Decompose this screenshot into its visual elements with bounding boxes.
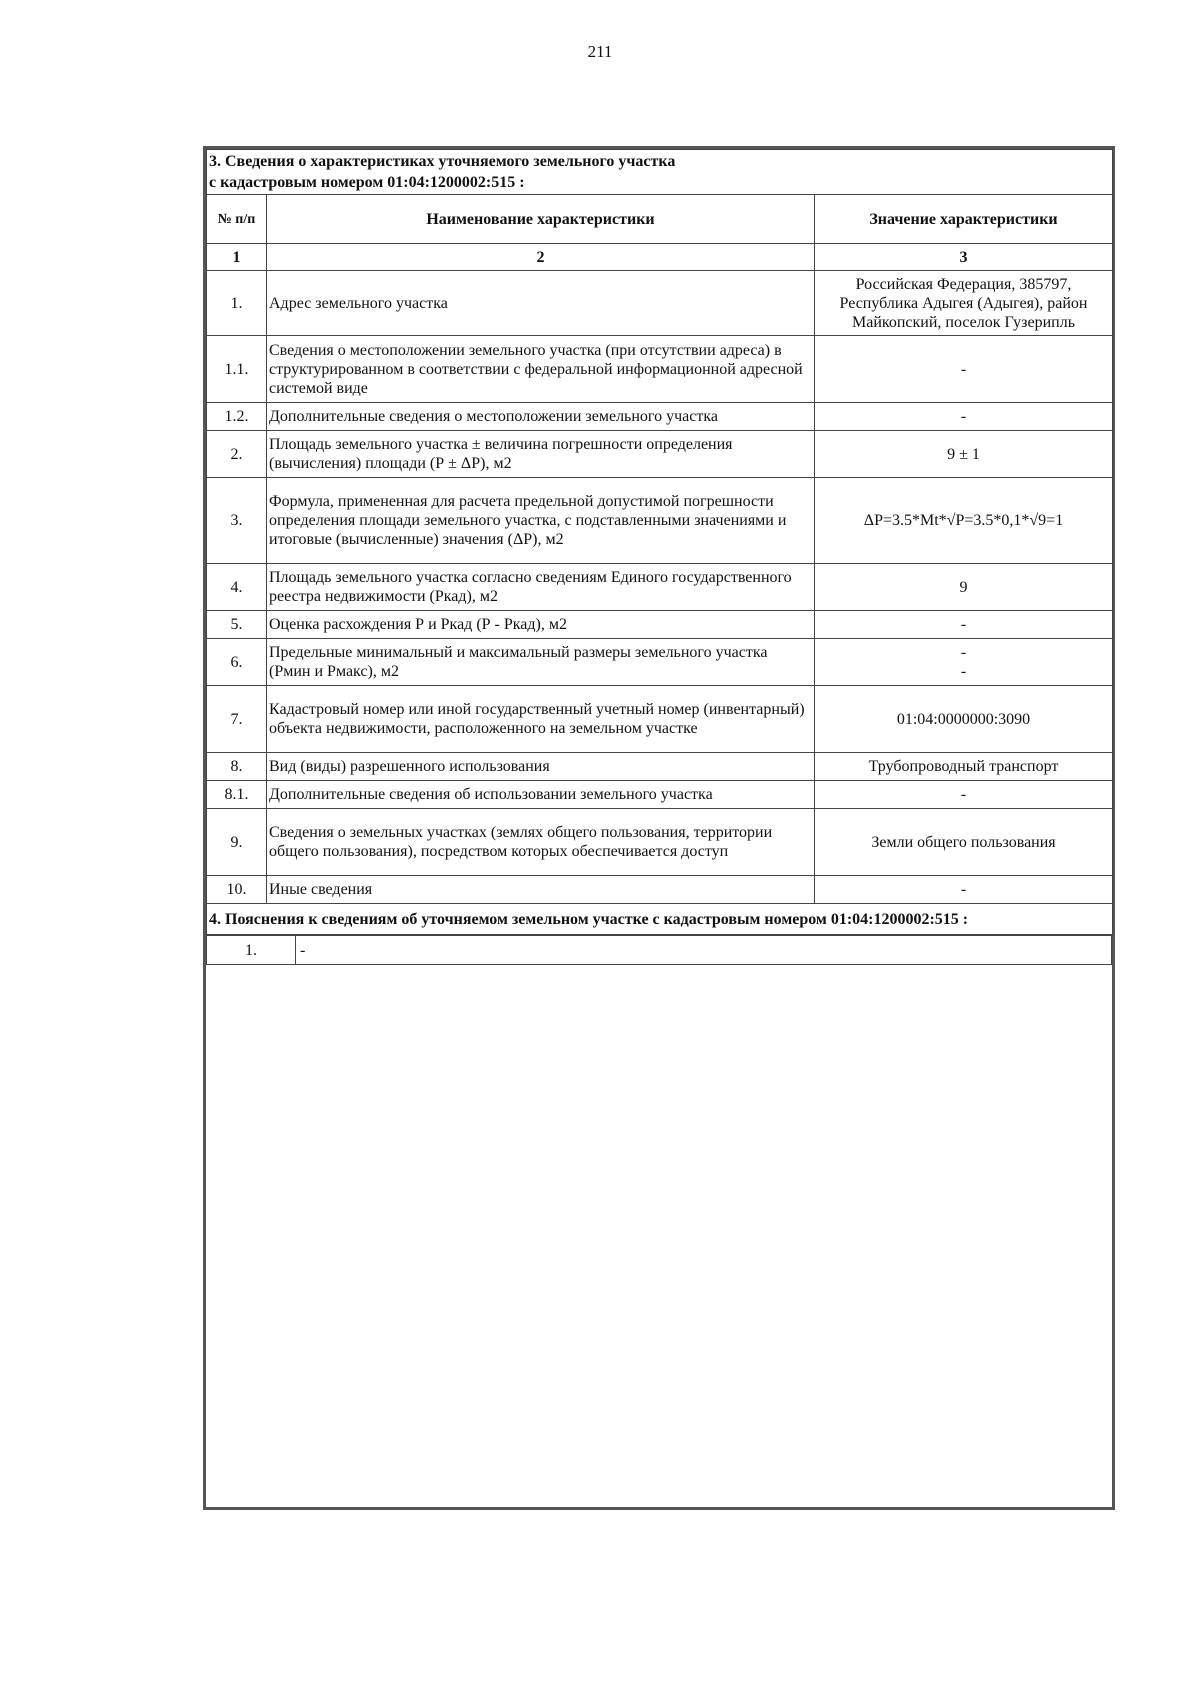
section-4-title-row bbox=[207, 904, 1113, 935]
column-number-1: 1 bbox=[207, 244, 267, 271]
row-value: Земли общего пользования bbox=[815, 809, 1113, 876]
table-row bbox=[207, 611, 1113, 639]
row-num: 8.1. bbox=[207, 781, 267, 809]
header-value: Значение характеристики bbox=[815, 195, 1113, 244]
row-value: Российская Федерация, 385797, Республика Адыгея (Адыгея), район Майкопский, поселок Гузерипль bbox=[815, 271, 1113, 336]
table-row bbox=[207, 686, 1113, 753]
table-row bbox=[207, 271, 1113, 336]
row-value-max: - bbox=[960, 663, 967, 680]
header-num: № п/п bbox=[207, 195, 267, 244]
land-plot-form bbox=[203, 146, 1115, 1510]
column-number-3: 3 bbox=[815, 244, 1113, 271]
row-name: Сведения о местоположении земельного участка (при отсутствии адреса) в структурированном в соответствии с федеральной информационной адресной системой виде bbox=[267, 336, 815, 403]
section-3-title-row bbox=[207, 150, 1113, 195]
row-num: 1.1. bbox=[207, 336, 267, 403]
note-num: 1. bbox=[207, 936, 296, 965]
header-name: Наименование характеристики bbox=[267, 195, 815, 244]
characteristics-table bbox=[206, 149, 1113, 935]
row-num: 8. bbox=[207, 753, 267, 781]
row-value: 01:04:0000000:3090 bbox=[815, 686, 1113, 753]
row-value: - bbox=[815, 611, 1113, 639]
row-value: - bbox=[815, 336, 1113, 403]
section-3-title-line1: 3. Сведения о характеристиках уточняемого земельного участка bbox=[209, 153, 676, 170]
table-row bbox=[207, 781, 1113, 809]
table-row bbox=[207, 753, 1113, 781]
row-name: Сведения о земельных участках (землях общего пользования, территории общего пользования), посредством которых обеспечивается доступ bbox=[267, 809, 815, 876]
row-value: - bbox=[815, 781, 1113, 809]
row-name: Площадь земельного участка согласно сведениям Единого государственного реестра недвижимости (Ркад), м2 bbox=[267, 564, 815, 611]
section-3-title bbox=[207, 150, 1113, 195]
row-num: 7. bbox=[207, 686, 267, 753]
row-num: 1. bbox=[207, 271, 267, 336]
table-row bbox=[207, 876, 1113, 904]
row-name: Вид (виды) разрешенного использования bbox=[267, 753, 815, 781]
row-name: Предельные минимальный и максимальный размеры земельного участка (Рмин и Рмакс), м2 bbox=[267, 639, 815, 686]
row-value: 9 bbox=[815, 564, 1113, 611]
table-row bbox=[207, 403, 1113, 431]
column-number-2: 2 bbox=[267, 244, 815, 271]
column-number-row bbox=[207, 244, 1113, 271]
row-name: Дополнительные сведения об использовании земельного участка bbox=[267, 781, 815, 809]
section-3-title-line2: с кадастровым номером 01:04:1200002:515 : bbox=[209, 174, 525, 191]
row-num: 5. bbox=[207, 611, 267, 639]
row-value: - bbox=[815, 403, 1113, 431]
row-name: Иные сведения bbox=[267, 876, 815, 904]
row-num: 3. bbox=[207, 478, 267, 564]
row-name: Дополнительные сведения о местоположении земельного участка bbox=[267, 403, 815, 431]
row-name: Кадастровый номер или иной государственный учетный номер (инвентарный) объекта недвижимости, расположенного на земельном участке bbox=[267, 686, 815, 753]
row-value-min: - bbox=[960, 644, 967, 661]
table-row bbox=[207, 564, 1113, 611]
row-num: 4. bbox=[207, 564, 267, 611]
row-num: 10. bbox=[207, 876, 267, 904]
row-value: - bbox=[815, 876, 1113, 904]
row-value bbox=[815, 639, 1113, 686]
row-value: ΔР=3.5*Mt*√Р=3.5*0,1*√9=1 bbox=[815, 478, 1113, 564]
note-text: - bbox=[296, 936, 1112, 965]
row-num: 2. bbox=[207, 431, 267, 478]
section-4-title: 4. Пояснения к сведениям об уточняемом земельном участке с кадастровым номером 01:04:1200002:515 : bbox=[207, 904, 1113, 935]
table-row bbox=[207, 431, 1113, 478]
table-row bbox=[207, 478, 1113, 564]
table-header-row bbox=[207, 195, 1113, 244]
row-name: Формула, примененная для расчета предельной допустимой погрешности определения площади земельного участка, с подставленными значениями и итоговые (вычисленные) значения (ΔР), м2 bbox=[267, 478, 815, 564]
row-value: 9 ± 1 bbox=[815, 431, 1113, 478]
row-value: Трубопроводный транспорт bbox=[815, 753, 1113, 781]
row-num: 1.2. bbox=[207, 403, 267, 431]
row-num: 9. bbox=[207, 809, 267, 876]
table-row bbox=[207, 639, 1113, 686]
row-num: 6. bbox=[207, 639, 267, 686]
table-row bbox=[207, 809, 1113, 876]
row-name: Оценка расхождения Р и Ркад (Р - Ркад), м2 bbox=[267, 611, 815, 639]
row-name: Площадь земельного участка ± величина погрешности определения (вычисления) площади (Р ± ΔР), м2 bbox=[267, 431, 815, 478]
table-row bbox=[207, 336, 1113, 403]
notes-table bbox=[206, 935, 1112, 965]
page-number: 211 bbox=[587, 42, 613, 61]
row-name: Адрес земельного участка bbox=[267, 271, 815, 336]
list-item bbox=[207, 936, 1112, 965]
